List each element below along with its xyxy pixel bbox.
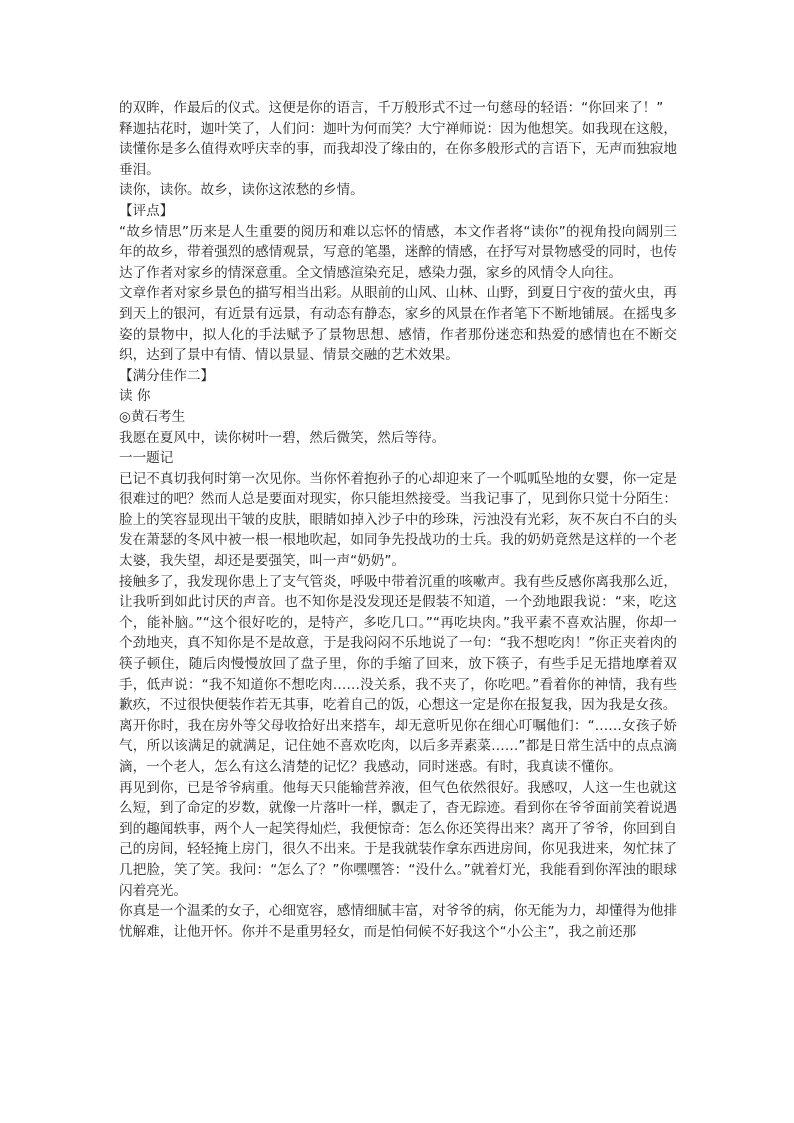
epigraph: 我愿在夏风中，读你树叶一碧，然后微笑，然后等待。	[119, 429, 446, 446]
essay-closing-paragraph: 的双眸，作最后的仪式。这便是你的语言，千万般形式不过一句慈母的轻语：“你回来了！”	[119, 100, 664, 116]
essay-paragraph: 再见到你，已是爷爷病重。他每天只能输营养液，但气色依然很好。我感叹，人这一生也就这么短，到了命定的岁数，就像一片落叶一样，飘走了，杳无踪迹。看到你在爷爷面前笑着说遇到的趣闻轶事，两个人一起笑得灿烂，我便惊奇：怎么你还笑得出来？离开了爷爷，你回到自己的房间，轻轻掩上房门，很久不出来。于是我就装作拿东西进房间，你见我进来，匆忙抹了几把脸，笑了笑。我问：“怎么了？”你嘿嘿答：“没什么。”就着灯光，我能看到你浑浊的眼球闪着亮光。	[119, 779, 677, 899]
essay-paragraph: 接触多了，我发现你患上了支气管炎，呼吸中带着沉重的咳嗽声。我有些反感你离我那么近，让我听到如此讨厌的声音。也不知你是没发现还是假装不知道，一个劲地跟我说：“来，吃这个，能补脑。”“这个很好吃的，是特产，多吃几口。”“再吃块肉。”我平素不喜欢沾腥，你却一个劲地夹，真不知你是不是故意，于是我闷闷不乐地说了一句：“我不想吃肉！”你正夹着肉的筷子顿住，随后肉慢慢放回了盘子里，你的手缩了回来，放下筷子，有些手足无措地摩着双手，低声说：“我不知道你不想吃肉……没关系，我不夹了，你吃吧。”看着你的神情，我有些歉疚，不过很快便装作若无其事，吃着自己的饭，心想这一定是你在报复我，因为我是女孩。	[119, 573, 677, 714]
essay-paragraph-zen: 释迦拈花时，迦叶笑了，人们问：迦叶为何而笑？大宁禅师说：因为他想笑。如我现在这般，读懂你是多么值得欢呼庆幸的事，而我却没了缘由的，在你多般形式的言语下，无声而独寂地垂泪。	[119, 120, 677, 178]
epigraph-label: 一一题记	[119, 450, 174, 467]
essay-final-line: 读你，读你。故乡，读你这浓愁的乡情。	[119, 182, 364, 199]
commentary-heading: 【评点】	[119, 202, 174, 219]
commentary-paragraph-1: “故乡情思”历来是人生重要的阅历和难以忘怀的情感，本文作者将“读你”的视角投向阔别三年的故乡，带着强烈的感情观景，写意的笔墨，迷醉的情感，在抒写对景物感受的同时，也传达了作者对家乡的情深意重。全文情感渲染充足，感染力强，家乡的风情令人向往。	[119, 223, 677, 281]
commentary-paragraph-2: 文章作者对家乡景色的描写相当出彩。从眼前的山风、山林、山野，到夏日宁夜的萤火虫，再到天上的银河，有近景有远景，有动态有静态，家乡的风景在作者笔下不断地铺展。在摇曳多姿的景物中，拟人化的手法赋予了景物思想、感情，作者那份迷恋和热爱的感情也在不断交织，达到了景中有情、情以景显、情景交融的艺术效果。	[119, 285, 677, 364]
essay-paragraph: 已记不真切我何时第一次见你。当你怀着抱孙子的心却迎来了一个呱呱坠地的女婴，你一定是很难过的吧？然而人总是要面对现实，你只能坦然接受。当我记事了，见到你只觉十分陌生：脸上的笑容显现出干皱的皮肤，眼睛如掉入沙子中的珍珠，污浊没有光彩，灰不灰白不白的头发在萧瑟的冬风中被一根一根地吹起，如同争先投战功的士兵。我的奶奶竟然是这样的一个老太婆，我失望，却还是要强笑，叫一声“奶奶”。	[119, 470, 677, 570]
essay-author: ◎黄石考生	[119, 408, 186, 425]
section-heading: 【满分佳作二】	[119, 367, 215, 384]
document-page	[119, 98, 677, 942]
essay-paragraph: 你真是一个温柔的女子，心细宽容，感情细腻丰富，对爷爷的病，你无能为力，却懂得为他排忧解难，让他开怀。你并不是重男轻女，而是怕伺候不好我这个“小公主”，我之前还那	[119, 903, 677, 940]
essay-paragraph: 离开你时，我在房外等父母收拾好出来搭车，却无意听见你在细心叮嘱他们：“……女孩子娇气，所以该满足的就满足，记住她不喜欢吃肉，以后多弄素菜……”都是日常生活中的点点滴滴，一个老人，怎么有这么清楚的记忆？我感动，同时迷惑。有时，我真读不懂你。	[119, 717, 677, 775]
essay-title: 读 你	[119, 388, 151, 405]
